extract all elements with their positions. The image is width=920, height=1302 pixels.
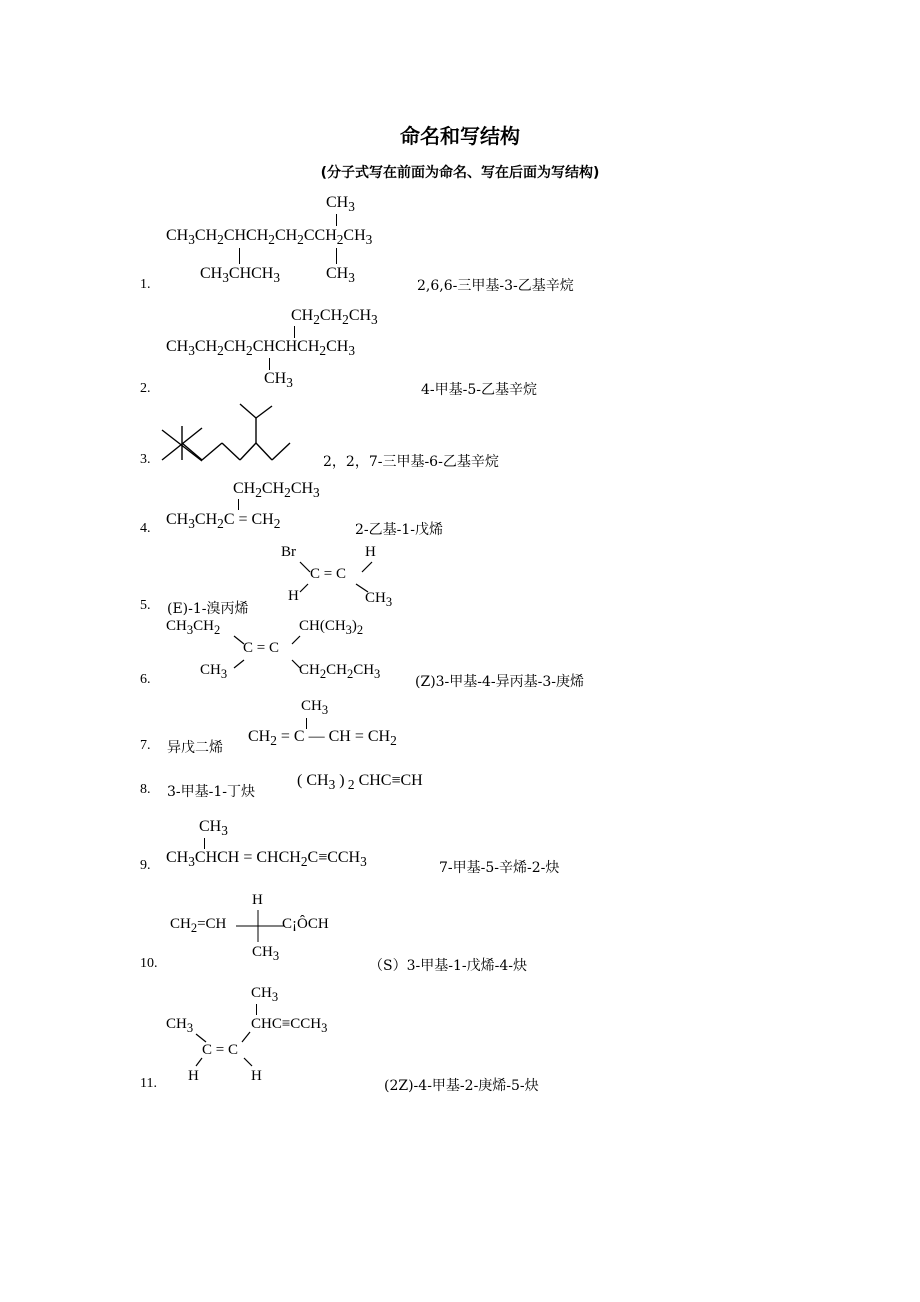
formula-main: $CH_3CHCH$ = $CHCH_2C\equiv CCH_3$ bbox=[166, 849, 367, 870]
formula-bottom-left: $CH_3CHCH_3$ bbox=[200, 265, 281, 286]
formula-top: $CH_3$ bbox=[301, 698, 329, 717]
bond bbox=[336, 214, 337, 226]
item-name: （S）3-甲基-1-戊烯-4-炔 bbox=[369, 958, 527, 974]
item-number: 9. bbox=[140, 858, 151, 873]
formula-right: C¡ÔCH bbox=[282, 916, 329, 932]
formula-bottom: $CH_3$ bbox=[252, 944, 280, 963]
item-number: 11. bbox=[140, 1076, 157, 1091]
item-name: 2-乙基-1-戊烯 bbox=[355, 522, 444, 538]
item-name: 7-甲基-5-辛烯-2-炔 bbox=[439, 860, 560, 876]
formula-top: $CH_3$ bbox=[199, 818, 228, 839]
item-number: 3. bbox=[140, 452, 151, 467]
item-name: 2，2，7-三甲基-6-乙基辛烷 bbox=[323, 454, 499, 470]
formula-main: ( $CH_3$ ) $_2$ CHC≡CH bbox=[297, 772, 423, 793]
formula-top: H bbox=[252, 892, 263, 908]
bond bbox=[294, 326, 295, 338]
item-number: 5. bbox=[140, 598, 151, 613]
item-name: (Z)3-甲基-4-异丙基-3-庚烯 bbox=[415, 674, 585, 690]
bond bbox=[238, 499, 239, 510]
formula-top-right: H bbox=[365, 544, 376, 560]
formula-main: $CH_3CH_2C = CH_2$ bbox=[166, 511, 281, 532]
bond bbox=[336, 248, 337, 264]
formula-bottom-left: H bbox=[288, 588, 299, 604]
formula-bottom: $CH_3$ bbox=[264, 370, 293, 391]
item-number: 2. bbox=[140, 381, 151, 396]
item-name: (2Z)-4-甲基-2-庚烯-5-炔 bbox=[384, 1078, 539, 1094]
item-number: 8. bbox=[140, 782, 151, 797]
formula-main: $CH_3CH_2CH_2CHCHCH_2CH_3$ bbox=[166, 338, 355, 359]
formula-center: C = C bbox=[310, 566, 346, 582]
formula-top-right: $CHC\equiv CCH_3$ bbox=[251, 1016, 328, 1035]
item-number: 6. bbox=[140, 672, 151, 687]
formula-top-right: $CH(CH_3)_2$ bbox=[299, 618, 364, 637]
item-name: (E)-1-溴丙烯 bbox=[167, 601, 249, 617]
item-name: 4-甲基-5-乙基辛烷 bbox=[421, 382, 538, 398]
formula-bottom-right: $CH_3$ bbox=[326, 265, 355, 286]
formula-top: $CH_3$ bbox=[326, 194, 355, 215]
bond bbox=[204, 838, 205, 849]
bond bbox=[269, 358, 270, 370]
formula-top: $CH_3$ bbox=[251, 985, 279, 1004]
formula-bottom-right: H bbox=[251, 1068, 262, 1084]
bond bbox=[256, 1004, 257, 1015]
item-number: 7. bbox=[140, 738, 151, 753]
item-name: 3-甲基-1-丁炔 bbox=[167, 784, 256, 800]
page-subtitle: (分子式写在前面为命名、写在后面为写结构) bbox=[320, 165, 600, 181]
bond bbox=[239, 248, 240, 264]
item-name: 异戊二烯 bbox=[167, 740, 223, 756]
formula-left: $CH_2=CH$ bbox=[170, 916, 227, 935]
formula-top: $CH_2CH_2CH_3$ bbox=[233, 480, 320, 501]
item-name: 2,6,6-三甲基-3-乙基辛烷 bbox=[417, 278, 574, 294]
formula-top-left: Br bbox=[281, 544, 296, 560]
formula-main: $CH_3CH_2CHCH_2CH_2CCH_2CH_3$ bbox=[166, 227, 373, 248]
formula-center: C = C bbox=[202, 1042, 238, 1058]
page-title: 命名和写结构 bbox=[400, 124, 520, 148]
formula-top-left: $CH_3CH_2$ bbox=[166, 618, 221, 637]
formula-top: $CH_2CH_2CH_3$ bbox=[291, 307, 378, 328]
formula-main: $CH_2 = C$ — CH = $CH_2$ bbox=[248, 728, 397, 749]
stereo-cross bbox=[236, 910, 286, 944]
skeletal-structure bbox=[160, 398, 300, 468]
item-number: 1. bbox=[140, 277, 151, 292]
formula-bottom-right: $CH_2CH_2CH_3$ bbox=[299, 662, 381, 681]
formula-bottom-left: $CH_3$ bbox=[200, 662, 228, 681]
formula-bottom-left: H bbox=[188, 1068, 199, 1084]
formula-center: C = C bbox=[243, 640, 279, 656]
formula-bottom-right: $CH_3$ bbox=[365, 590, 393, 609]
item-number: 4. bbox=[140, 521, 151, 536]
formula-top-left: $CH_3$ bbox=[166, 1016, 194, 1035]
item-number: 10. bbox=[140, 956, 158, 971]
